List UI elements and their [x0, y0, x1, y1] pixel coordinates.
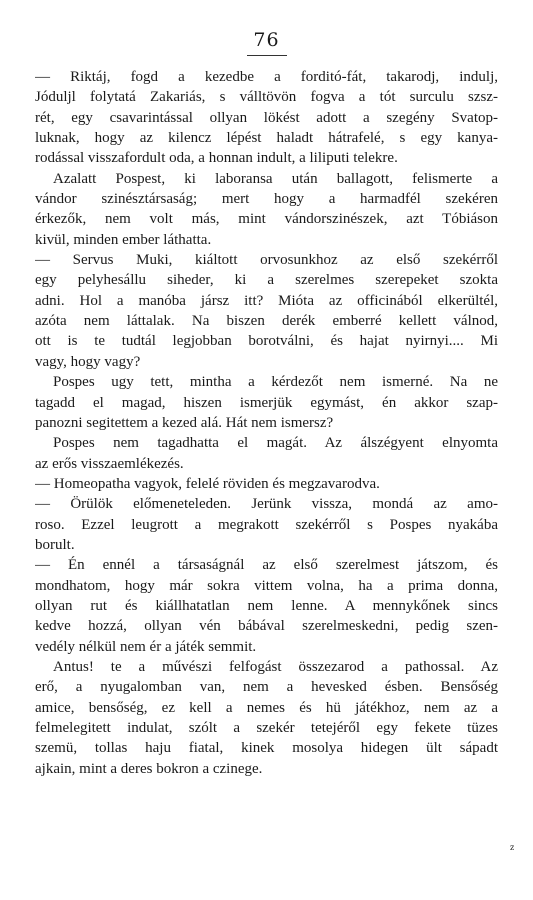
text-line: borult. [35, 536, 75, 553]
text-line: Pospes nem tagadhatta el magát. Az álszégyent elnyomta [53, 435, 498, 452]
text-line: panozni segitettem a kezed alá. Hát nem ismersz? [35, 414, 334, 431]
text-line: azóta nem láttalak. Na biszen derék emberré kellett válnod, [35, 313, 498, 330]
text-line: egy pelyhesállu siheder, ki a szerelmes szerepeket szokta [35, 272, 498, 289]
text-line: — Homeopatha vagyok, felelé röviden és megzavarodva. [35, 475, 380, 492]
text-line: felmelegitett indulat, szólt a szekér tetejéről egy fekete tüzes [35, 720, 498, 736]
text-line: Antus! te a művészi felfogást összezarod a pathossal. Az [53, 658, 498, 675]
text-line: — Servus Muki, kiáltott orvosunkhoz az első szekérről [35, 252, 498, 269]
text-line: rét, egy csavarintással ollyan lökést adott a szegény Svatop- [35, 109, 498, 126]
header-rule [247, 55, 287, 56]
text-line: rodással visszafordult oda, a honnan indult, a liliputi telekre. [35, 150, 398, 167]
text-line: — Örülök előmeneteleden. Jerünk vissza, mondá az amo- [35, 496, 498, 513]
corner-mark: z [510, 843, 515, 852]
text-line: erő, a nyugalomban van, nem a hevesked ésben. Bensőség [35, 679, 498, 696]
text-line: Azalatt Pospest, ki laboransa után ballagott, felismerte a [53, 170, 498, 187]
body-text [35, 67, 498, 779]
text-line: kivül, minden ember láthatta. [35, 231, 212, 248]
text-line: roso. Ezzel leugrott a megrakott szekérről s Pospes nyakába [35, 516, 498, 533]
text-line: vedély nélkül nem ér a játék semmit. [35, 638, 257, 655]
text-line: Jóduljl folytatá Zakariás, s válltövön fogva a tót surculu szsz- [35, 89, 498, 106]
text-line: tagadd el magad, hiszen ismerjük egymást, én akkor szap- [35, 394, 498, 411]
page-number: 76 [253, 29, 280, 51]
text-line: mondhatom, hogy már sokra vittem volna, ha a prima donna, [35, 577, 498, 594]
text-line: az erős visszaemlékezés. [35, 455, 184, 472]
text-line: érkezők, nem volt más, mint vándorszinészek, azt Tóbiáson [35, 211, 498, 228]
text-line: vándor szinésztársaság; mert hogy a harmadfél szekéren [35, 191, 498, 208]
text-line: — Riktáj, fogd a kezedbe a forditó-fát, takarodj, indulj, [35, 69, 498, 85]
text-line: szemü, tollas haju fiatal, kinek mosolya hidegen ült sápadt [35, 740, 498, 757]
text-line: vagy, hogy vagy? [35, 353, 141, 370]
text-line: ott is te tudtál legjobban borotválni, és hajat nyirnyi.... Mi [35, 333, 498, 350]
text-line: adni. Hol a manóba jársz itt? Mióta az officinából elkerültél, [35, 292, 498, 309]
text-line: Pospes ugy tett, mintha a kérdezőt nem ismerné. Na ne [53, 374, 498, 391]
text-line: ollyan rut és kiállhatatlan nem lenne. A mennykőnek sincs [35, 597, 498, 614]
text-line: amice, bensőség, ez kell a nemes és hü játékhoz, nem az a [35, 699, 498, 716]
text-line: — Én ennél a társaságnál az első szerelmest játszom, és [35, 557, 498, 574]
text-line: luknak, hogy az kilencz lépést haladt hátrafelé, s egy kanya- [35, 130, 498, 147]
text-line: ajkain, mint a deres bokron a czinege. [35, 760, 263, 777]
text-line: kedve hozzá, ollyan vén bábával szerelmeskedni, pedig szen- [35, 618, 498, 635]
